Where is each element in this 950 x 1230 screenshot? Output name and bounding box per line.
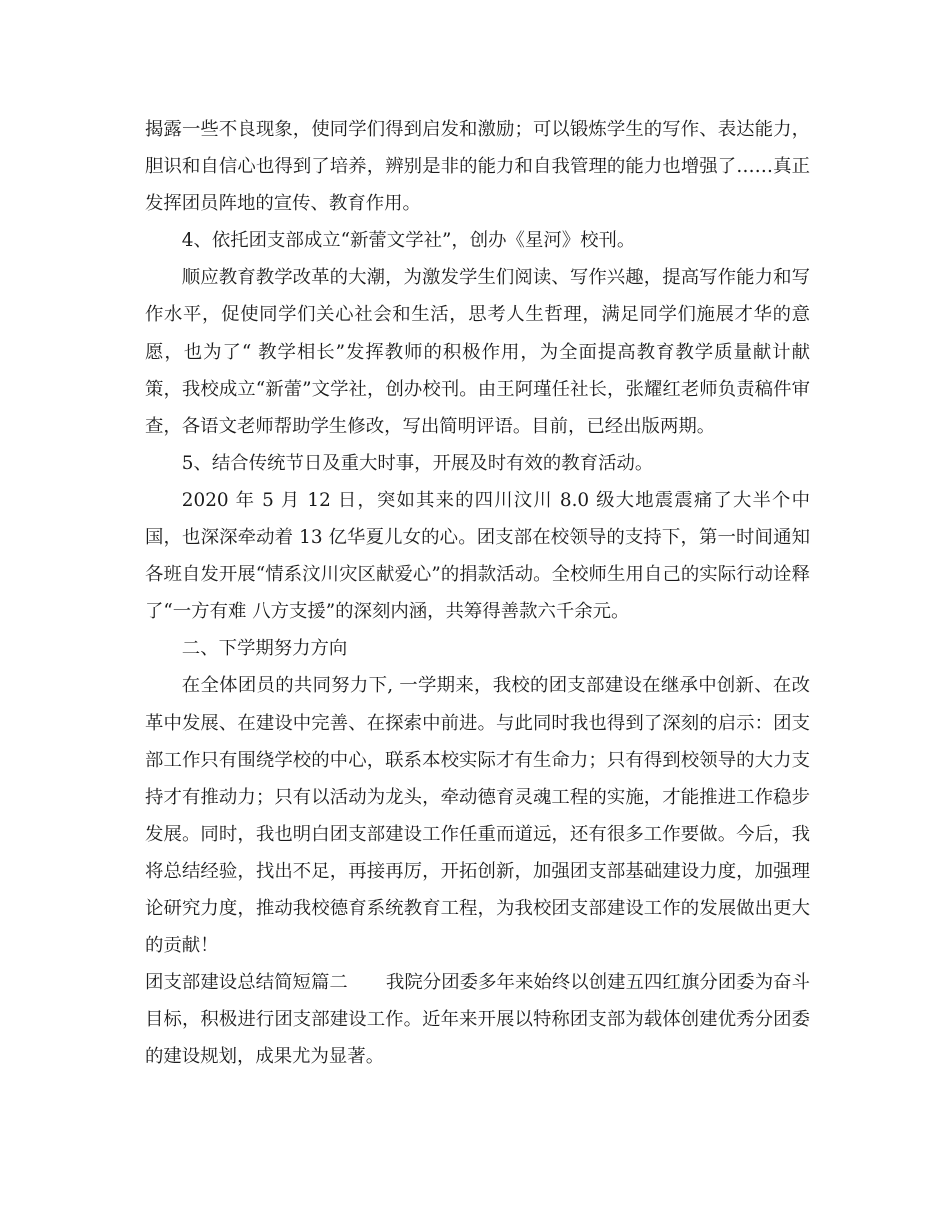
- paragraph-section-two: [145, 964, 810, 1075]
- paragraph-heading-next-term: 二、下学期努力方向: [181, 638, 348, 660]
- paragraph-heading-4: 4、依托团支部成立“新蕾文学社”，创办《星河》校刊。: [181, 230, 636, 252]
- paragraph-continuation: 揭露一些不良现象，使同学们得到启发和激励；可以锻炼学生的写作、表达能力，胆识和自信心也得到了培养，辨别是非的能力和自我管理的能力也增强了……真正发挥团员阵地的宣传、教育作用。: [145, 119, 810, 215]
- paragraph-earthquake-donation: 2020 年 5 月 12 日，突如其来的四川汶川 8.0 级大地震震痛了大半个中国，也深深牵动着 13 亿华夏儿女的心。团支部在校领导的支持下，第一时间通知各班自发开展“情系汶川灾区献爱心”的捐款活动。全校师生用自己的实际行动诠释了“一方有难 八方支援”的深刻内涵，共筹得善款六千余元。: [145, 489, 810, 623]
- document-body: [145, 111, 810, 1075]
- section-two-title: 团支部建设总结简短篇二: [145, 972, 348, 994]
- paragraph-next-term-direction: 在全体团员的共同努力下, 一学期来，我校的团支部建设在继承中创新、在改革中发展、在建设中完善、在探索中前进。与此同时我也得到了深刻的启示：团支部工作只有围绕学校的中心，联系本校实际才有生命力；只有得到校领导的大力支持才有推动力；只有以活动为龙头，牵动德育灵魂工程的实施，才能推进工作稳步发展。同时，我也明白团支部建设工作任重而道远，还有很多工作要做。今后，我将总结经验，找出不足，再接再厉，开拓创新，加强团支部基础建设力度，加强理论研究力度，推动我校德育系统教育工程，为我校团支部建设工作的发展做出更大的贡献！: [145, 675, 810, 957]
- section-two-body: 我院分团委多年来始终以创建五四红旗分团委为奋斗目标，积极进行团支部建设工作。近年来开展以特称团支部为载体创建优秀分团委的建设规划，成果尤为显著。: [145, 972, 810, 1068]
- paragraph-heading-5: 5、结合传统节日及重大时事，开展及时有效的教育活动。: [181, 452, 654, 474]
- paragraph-xinlei-literary-society: 顺应教育教学改革的大潮，为激发学生们阅读、写作兴趣，提高写作能力和写作水平，促使同学们关心社会和生活，思考人生哲理，满足同学们施展才华的意愿，也为了“ 教学相长”发挥教师的积极作用，为全面提高教育教学质量献计献策，我校成立“新蕾”文学社，创办校刊。由王阿瑾任社长，张耀红老师负责稿件审查，各语文老师帮助学生修改，写出简明评语。目前，已经出版两期。: [145, 267, 810, 437]
